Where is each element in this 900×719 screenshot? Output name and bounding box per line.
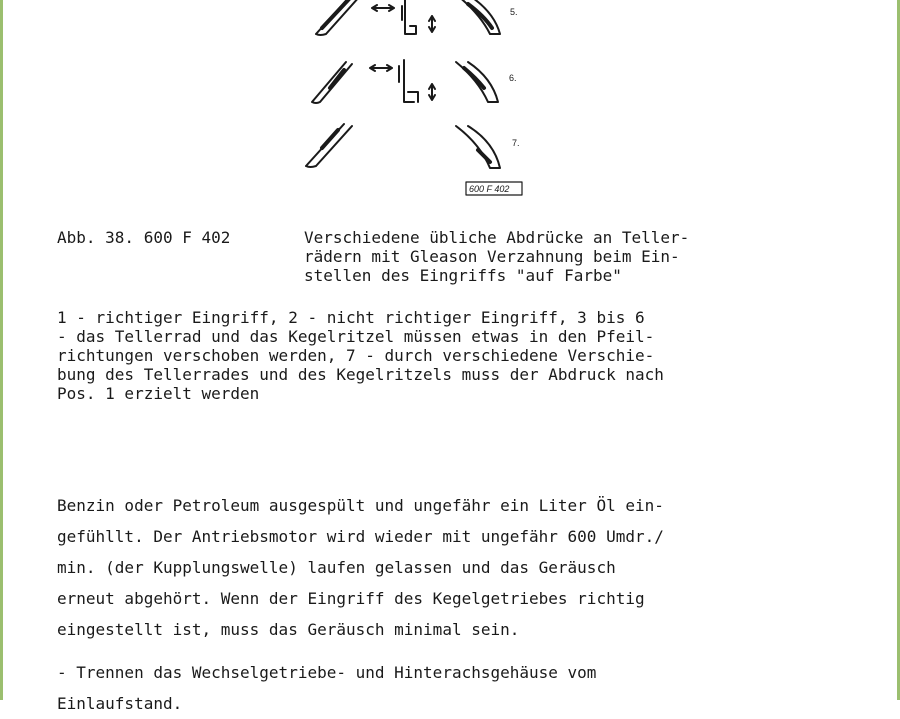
position-label-6: 6. [509,73,517,83]
tooth-contact-figure [0,0,900,205]
arrows-row-6 [370,60,435,102]
paragraph-line: min. (der Kupplungswelle) laufen gelassen und das Geräusch [57,558,616,577]
caption-title [304,228,689,285]
position-label-5: 5. [510,7,518,17]
caption-title-line: rädern mit Gleason Verzahnung beim Ein- [304,247,680,266]
left-tooth-row-7 [306,124,352,167]
caption-label: Abb. 38. 600 F 402 [57,228,231,247]
body-text [57,490,664,719]
legend-line: 1 - richtiger Eingriff, 2 - nicht richtiger Eingriff, 3 bis 6 [57,308,645,327]
legend-line: bung des Tellerrades und des Kegelritzels muss der Abdruck nach [57,365,664,384]
paragraph-line: Benzin oder Petroleum ausgespült und ungefähr ein Liter Öl ein- [57,496,664,515]
caption-title-line: stellen des Eingriffs "auf Farbe" [304,266,622,285]
legend-line: richtungen verschoben werden, 7 - durch verschiedene Verschie- [57,346,655,365]
paragraph-line: gefühllt. Der Antriebsmotor wird wieder mit ungefähr 600 Umdr./ [57,527,664,546]
right-tooth-row-7 [456,126,500,168]
position-label-7: 7. [512,138,520,148]
legend-line: - das Tellerrad und das Kegelritzel müssen etwas in den Pfeil- [57,327,655,346]
step-line: - Trennen das Wechselgetriebe- und Hinterachsgehäuse vom [57,663,597,682]
left-tooth-row-6 [312,62,352,103]
arrows-row-5 [372,0,435,34]
right-tooth-row-5 [458,0,500,34]
caption-title-line: Verschiedene übliche Abdrücke an Teller- [304,228,690,247]
figure-legend [57,308,664,403]
figure-caption [57,228,857,285]
legend-line: Pos. 1 erzielt werden [57,384,260,403]
figure-stamp: 600 F 402 [469,184,510,194]
paragraph-line: eingestellt ist, muss das Geräusch minimal sein. [57,620,520,639]
paragraph-line: erneut abgehört. Wenn der Eingriff des Kegelgetriebes richtig [57,589,645,608]
step-line: Einlaufstand. [57,694,183,713]
left-tooth-row-5 [316,0,360,35]
gear-tooth-diagram [0,0,900,205]
right-tooth-row-6 [456,62,498,102]
